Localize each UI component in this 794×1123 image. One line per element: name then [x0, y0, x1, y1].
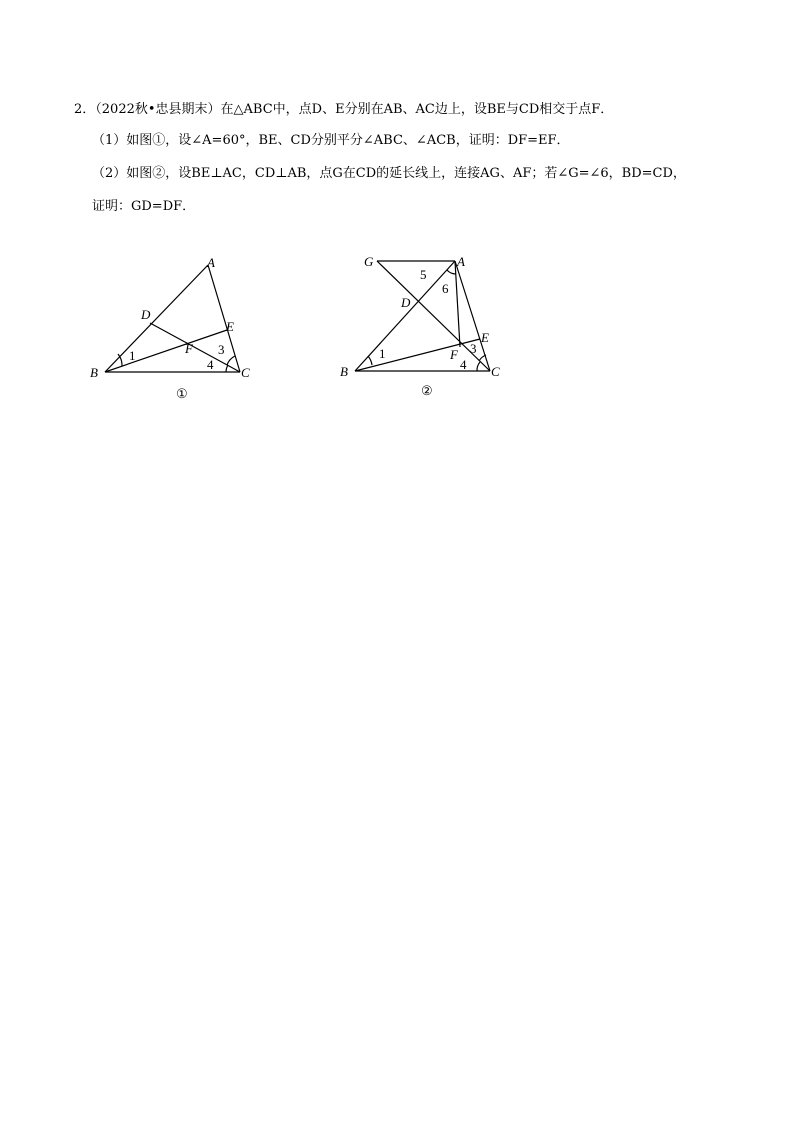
problem-stem	[74, 101, 613, 119]
angle-arc-1	[368, 356, 372, 365]
angle-6-label: 6	[442, 281, 449, 296]
point-c-label: C	[491, 364, 500, 379]
point-f-label: F	[185, 341, 193, 356]
angle-1-label: 1	[379, 346, 386, 361]
figure-1	[80, 250, 260, 410]
point-d-label: D	[141, 307, 151, 322]
point-f-label: F	[450, 347, 458, 362]
problem-source: （2022秋•忠县期末）	[95, 102, 221, 117]
figure-2-caption: ②	[421, 383, 433, 398]
figure-1-caption: ①	[176, 386, 188, 401]
point-d-label: D	[401, 295, 411, 310]
point-e-label: E	[481, 330, 489, 345]
point-g-label: G	[364, 254, 374, 269]
figure-1-diagram	[80, 250, 260, 410]
angle-arc-4	[477, 362, 480, 371]
figure-2-diagram	[330, 245, 520, 410]
segment-ab	[355, 261, 455, 371]
part-2-line-2: 证明：GD=DF．	[92, 199, 196, 214]
figure-2	[330, 245, 520, 410]
problem-number: 2．	[74, 102, 96, 117]
point-a-label: A	[457, 254, 465, 269]
angle-arc-3	[227, 356, 235, 365]
point-a-label: A	[207, 255, 215, 270]
angle-4-label: 4	[207, 357, 214, 372]
angle-4-label: 4	[460, 357, 467, 372]
angle-arc-6	[447, 270, 456, 274]
point-c-label: C	[241, 365, 250, 380]
angle-arc-3	[479, 355, 486, 361]
angle-1-label: 1	[129, 348, 136, 363]
angle-arc-4	[226, 365, 228, 372]
angle-5-label: 5	[420, 267, 427, 282]
angle-3-label: 3	[470, 341, 477, 356]
part-2-line-1: （2）如图②，设BE⊥AC，CD⊥AB，点G在CD的延长线上，连接AG、AF；若∠G=∠6，BD=CD，	[92, 166, 686, 181]
part-1: （1）如图①，设∠A=60°，BE、CD分别平分∠ABC、∠ACB，证明：DF=EF．	[92, 133, 570, 148]
angle-3-label: 3	[218, 342, 225, 357]
problem-stem-text: 在△ABC中，点D、E分别在AB、AC边上，设BE与CD相交于点F．	[220, 102, 614, 117]
point-b-label: B	[90, 365, 98, 380]
point-b-label: B	[340, 364, 348, 379]
point-e-label: E	[226, 319, 234, 334]
